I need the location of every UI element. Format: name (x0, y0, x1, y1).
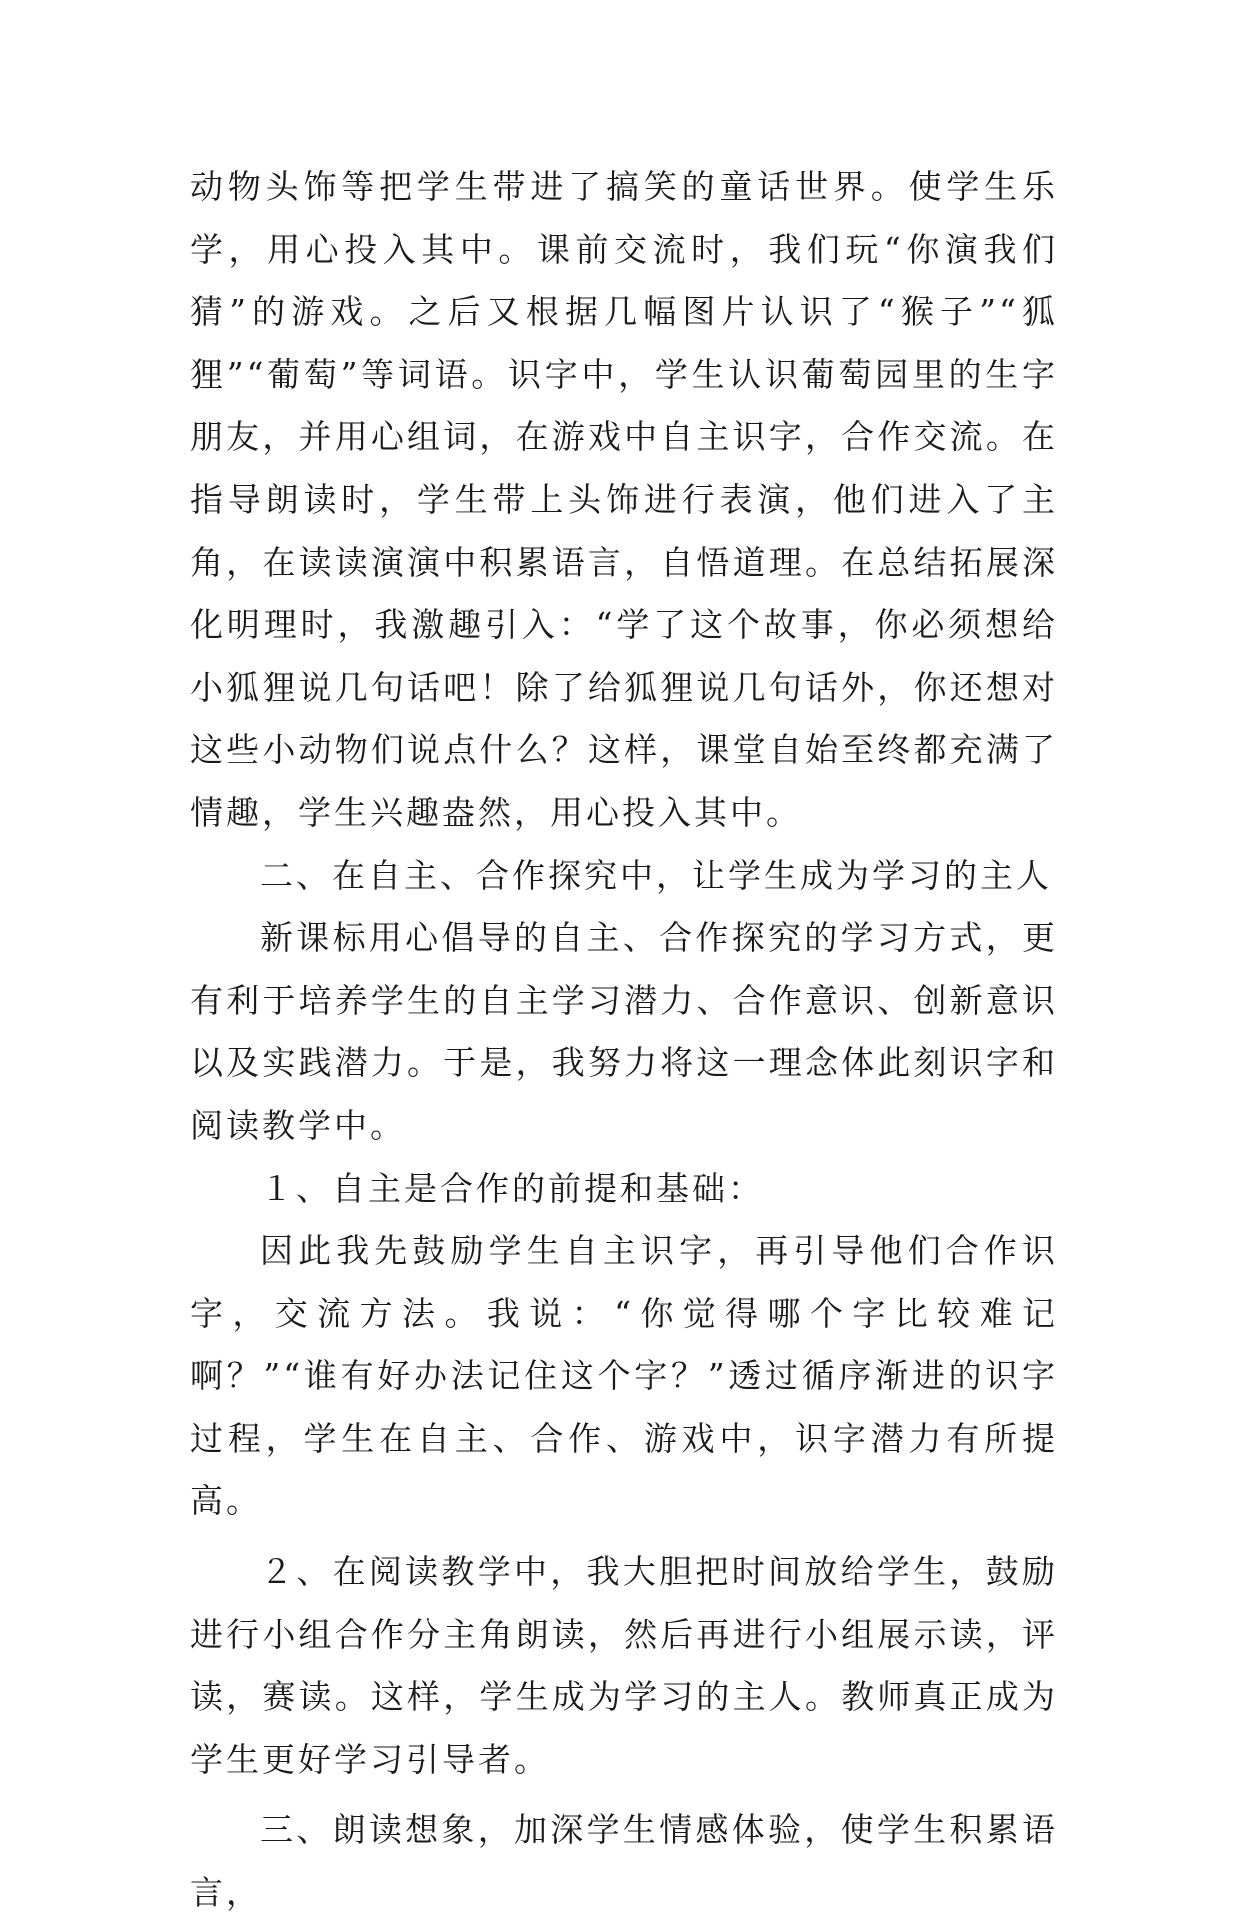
section-heading-two: 二、在自主、合作探究中，让学生成为学习的主人 (260, 855, 1052, 895)
paragraph-gap (190, 1791, 1058, 1799)
paragraph-new-curriculum: 新课标用心倡导的自主、合作探究的学习方式，更有利于培养学生的自主学习潜力、合作意识、创新意识以及实践潜力。于是，我努力将这一理念体此刻识字和阅读教学中。 (190, 918, 1058, 1145)
paragraph-reading-teaching: ２、在阅读教学中，我大胆把时间放给学生，鼓励进行小组合作分主角朗读，然后再进行小组展示读，评读，赛读。这样，学生成为学习的主人。教师真正成为学生更好学习引导者。 (190, 1552, 1058, 1779)
paragraph-self-literacy: 因此我先鼓励学生自主识字，再引导他们合作识字，交流方法。我说：“你觉得哪个字比较难记啊？”“谁有好办法记住这个字？”透过循序渐进的识字过程，学生在自主、合作、游戏中，识字潜力有所提高。 (190, 1231, 1058, 1521)
subheading-one: １、自主是合作的前提和基础： (260, 1168, 764, 1208)
paragraph-intro-continued: 动物头饰等把学生带进了搞笑的童话世界。使学生乐学，用心投入其中。课前交流时，我们玩“你演我们猜”的游戏。之后又根据几幅图片认识了“猴子”“狐狸”“葡萄”等词语。识字中，学生认识葡萄园里的生字朋友，并用心组词，在游戏中自主识字，合作交流。在指导朗读时，学生带上头饰进行表演，他们进入了主角，在读读演演中积累语言，自悟道理。在总结拓展深化明理时，我激趣引入：“学了这个故事，你必须想给小狐狸说几句话吧！除了给狐狸说几句话外，你还想对这些小动物们说点什么？这样，课堂自始至终都充满了情趣，学生兴趣盎然，用心投入其中。 (190, 167, 1058, 832)
section-heading-three: 三、朗读想象，加深学生情感体验，使学生积累语言， (190, 1810, 1058, 1913)
document-body (190, 156, 1058, 1925)
paragraph-gap (190, 1533, 1058, 1541)
